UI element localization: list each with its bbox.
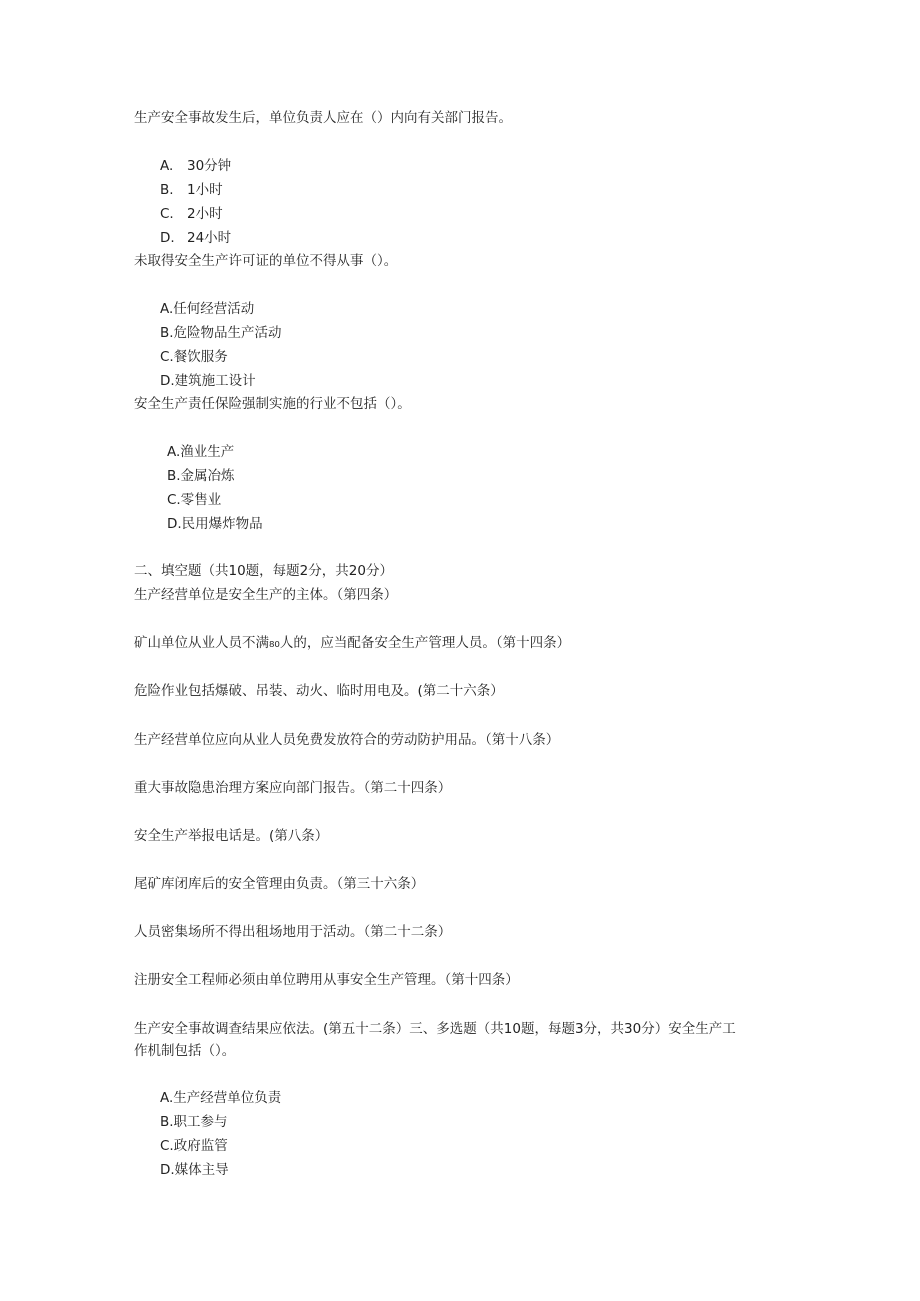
option-text: 1小时 xyxy=(187,182,223,198)
question-1-option-b xyxy=(160,180,223,200)
fill-item: 尾矿库闭库后的安全管理由负责。（第三十六条） xyxy=(134,876,425,892)
multi-option-c: C.政府监管 xyxy=(160,1138,228,1154)
fill-item-last-line-1: 生产安全事故调查结果应依法。(第五十二条）三、多选题（共10题，每题3分，共30分）安全生产工 xyxy=(134,1021,736,1037)
question-1-option-a xyxy=(160,156,231,176)
fill-item: 生产经营单位应向从业人员免费发放符合的劳动防护用品。（第十八条） xyxy=(134,732,560,748)
option-letter: D. xyxy=(160,230,175,246)
option-letter: C. xyxy=(160,206,174,222)
section-heading: 二、填空题（共10题，每题2分，共20分） xyxy=(134,563,393,579)
multi-option-b: B.职工参与 xyxy=(160,1114,228,1130)
question-3-option-c: C.零售业 xyxy=(167,492,222,508)
question-3-option-b: B.金属冶炼 xyxy=(167,468,235,484)
option-text: 30分钟 xyxy=(187,158,232,174)
fill-item: 矿山单位从业人员不满₈₀人的，应当配备安全生产管理人员。（第十四条） xyxy=(134,635,571,651)
option-text: 2小时 xyxy=(187,206,223,222)
fill-item: 重大事故隐患治理方案应向部门报告。（第二十四条） xyxy=(134,780,452,796)
option-letter: B. xyxy=(160,182,174,198)
question-2-option-a: A.任何经营活动 xyxy=(160,301,255,317)
fill-item: 安全生产举报电话是。(第八条） xyxy=(134,828,329,844)
fill-item: 危险作业包括爆破、吊装、动火、临时用电及。(第二十六条） xyxy=(134,683,504,699)
fill-item: 生产经营单位是安全生产的主体。（第四条） xyxy=(134,587,398,603)
multi-option-d: D.媒体主导 xyxy=(160,1162,229,1178)
question-3-stem: 安全生产责任保险强制实施的行业不包括（）。 xyxy=(134,396,411,412)
question-2-option-c: C.餐饮服务 xyxy=(160,349,228,365)
question-2-stem: 未取得安全生产许可证的单位不得从事（）。 xyxy=(134,253,398,269)
option-text: 24小时 xyxy=(187,230,232,246)
question-1-stem: 生产安全事故发生后，单位负责人应在（）内向有关部门报告。 xyxy=(134,110,512,126)
fill-item-last-line-2: 作机制包括（）。 xyxy=(134,1043,236,1059)
fill-item: 人员密集场所不得出租场地用于活动。（第二十二条） xyxy=(134,924,452,940)
question-1-option-d xyxy=(160,228,231,248)
fill-item: 注册安全工程师必须由单位聘用从事安全生产管理。（第十四条） xyxy=(134,972,519,988)
question-2-option-d: D.建筑施工设计 xyxy=(160,373,256,389)
question-3-option-d: D.民用爆炸物品 xyxy=(167,516,263,532)
option-letter: A. xyxy=(160,158,174,174)
question-1-option-c xyxy=(160,204,223,224)
question-2-option-b: B.危险物品生产活动 xyxy=(160,325,282,341)
question-3-option-a: A.渔业生产 xyxy=(167,444,235,460)
multi-option-a: A.生产经营单位负责 xyxy=(160,1090,282,1106)
